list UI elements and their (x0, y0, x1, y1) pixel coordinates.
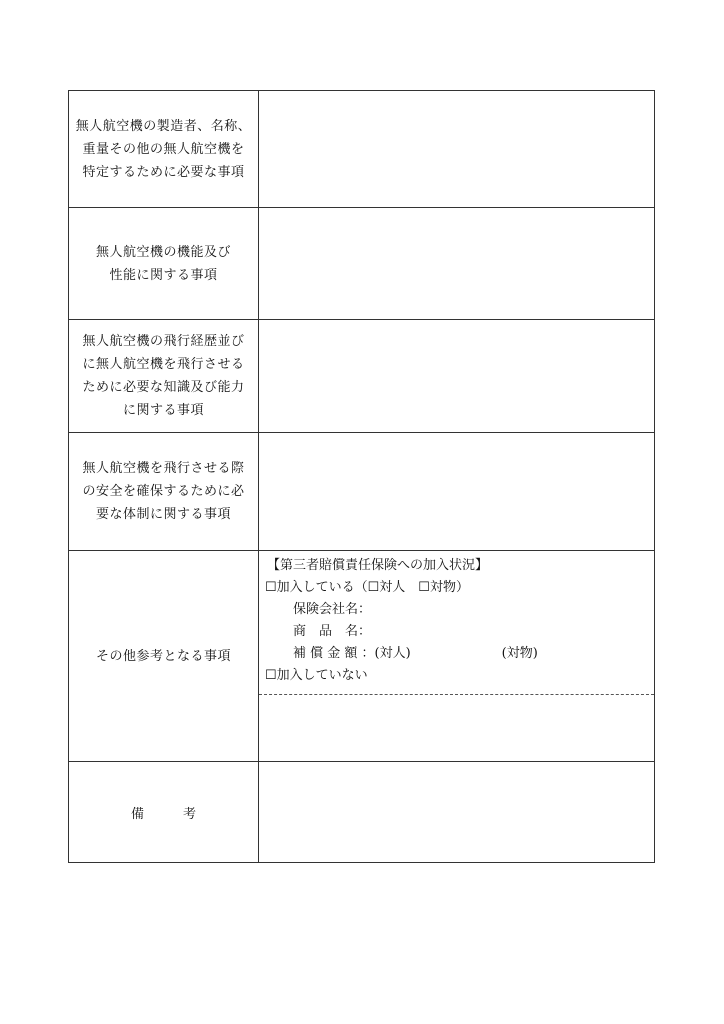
pilot-experience-value[interactable] (259, 320, 655, 433)
aircraft-performance-value[interactable] (259, 208, 655, 320)
insurance-title: 【第三者賠償責任保険への加入状況】 (267, 558, 489, 573)
safety-system-value[interactable] (259, 433, 655, 551)
coverage-amount-field[interactable]: 補 償 金 額 ：(対人) (対物) (293, 646, 538, 661)
other-reference-value (259, 551, 655, 762)
aircraft-performance-label (69, 208, 259, 320)
aircraft-identification-label (69, 91, 259, 208)
other-reference-label: その他参考となる事項 (69, 551, 259, 762)
insurance-section (259, 551, 654, 761)
label-line: 特定するために必要な事項 (82, 164, 245, 180)
label-line: 無人航空機の機能及び (95, 244, 231, 260)
form-row-remarks (69, 762, 655, 863)
insurance-status-block (259, 551, 654, 695)
pilot-experience-label (69, 320, 259, 433)
form-row-safety-system (69, 433, 655, 551)
label-line: に関する事項 (122, 403, 204, 418)
safety-system-label (69, 433, 259, 551)
not-enrolled-checkbox-line[interactable]: ☐加入していない (265, 668, 368, 683)
label-line: 無人航空機の製造者、名称、 (75, 118, 252, 134)
label-line: 無人航空機を飛行させる際 (82, 461, 245, 476)
other-reference-notes-area[interactable] (259, 695, 654, 761)
form-row-pilot-experience (69, 320, 655, 433)
label-line: 重量その他の無人航空機を (82, 141, 245, 157)
form-row-aircraft-performance (69, 208, 655, 320)
label-line: に無人航空機を飛行させる (82, 357, 245, 372)
insurance-company-field[interactable]: 保険会社名： (293, 602, 372, 617)
remarks-value[interactable] (259, 762, 655, 863)
label-line: の安全を確保するために必 (82, 484, 245, 499)
form-row-other-reference (69, 551, 655, 762)
label-line: 要な体制に関する事項 (95, 507, 231, 522)
label-line: 無人航空機の飛行経歴並び (82, 334, 245, 349)
application-form-table (68, 90, 655, 863)
enrolled-checkbox-line[interactable]: ☐加入している（☐対人 ☐対物） (265, 580, 469, 595)
remarks-label: 備 考 (69, 762, 259, 863)
form-row-aircraft-identification (69, 91, 655, 208)
aircraft-identification-value[interactable] (259, 91, 655, 208)
label-line: ために必要な知識及び能力 (82, 380, 245, 395)
label-line: 性能に関する事項 (109, 267, 218, 283)
insurance-product-field[interactable]: 商 品 名： (293, 624, 372, 639)
